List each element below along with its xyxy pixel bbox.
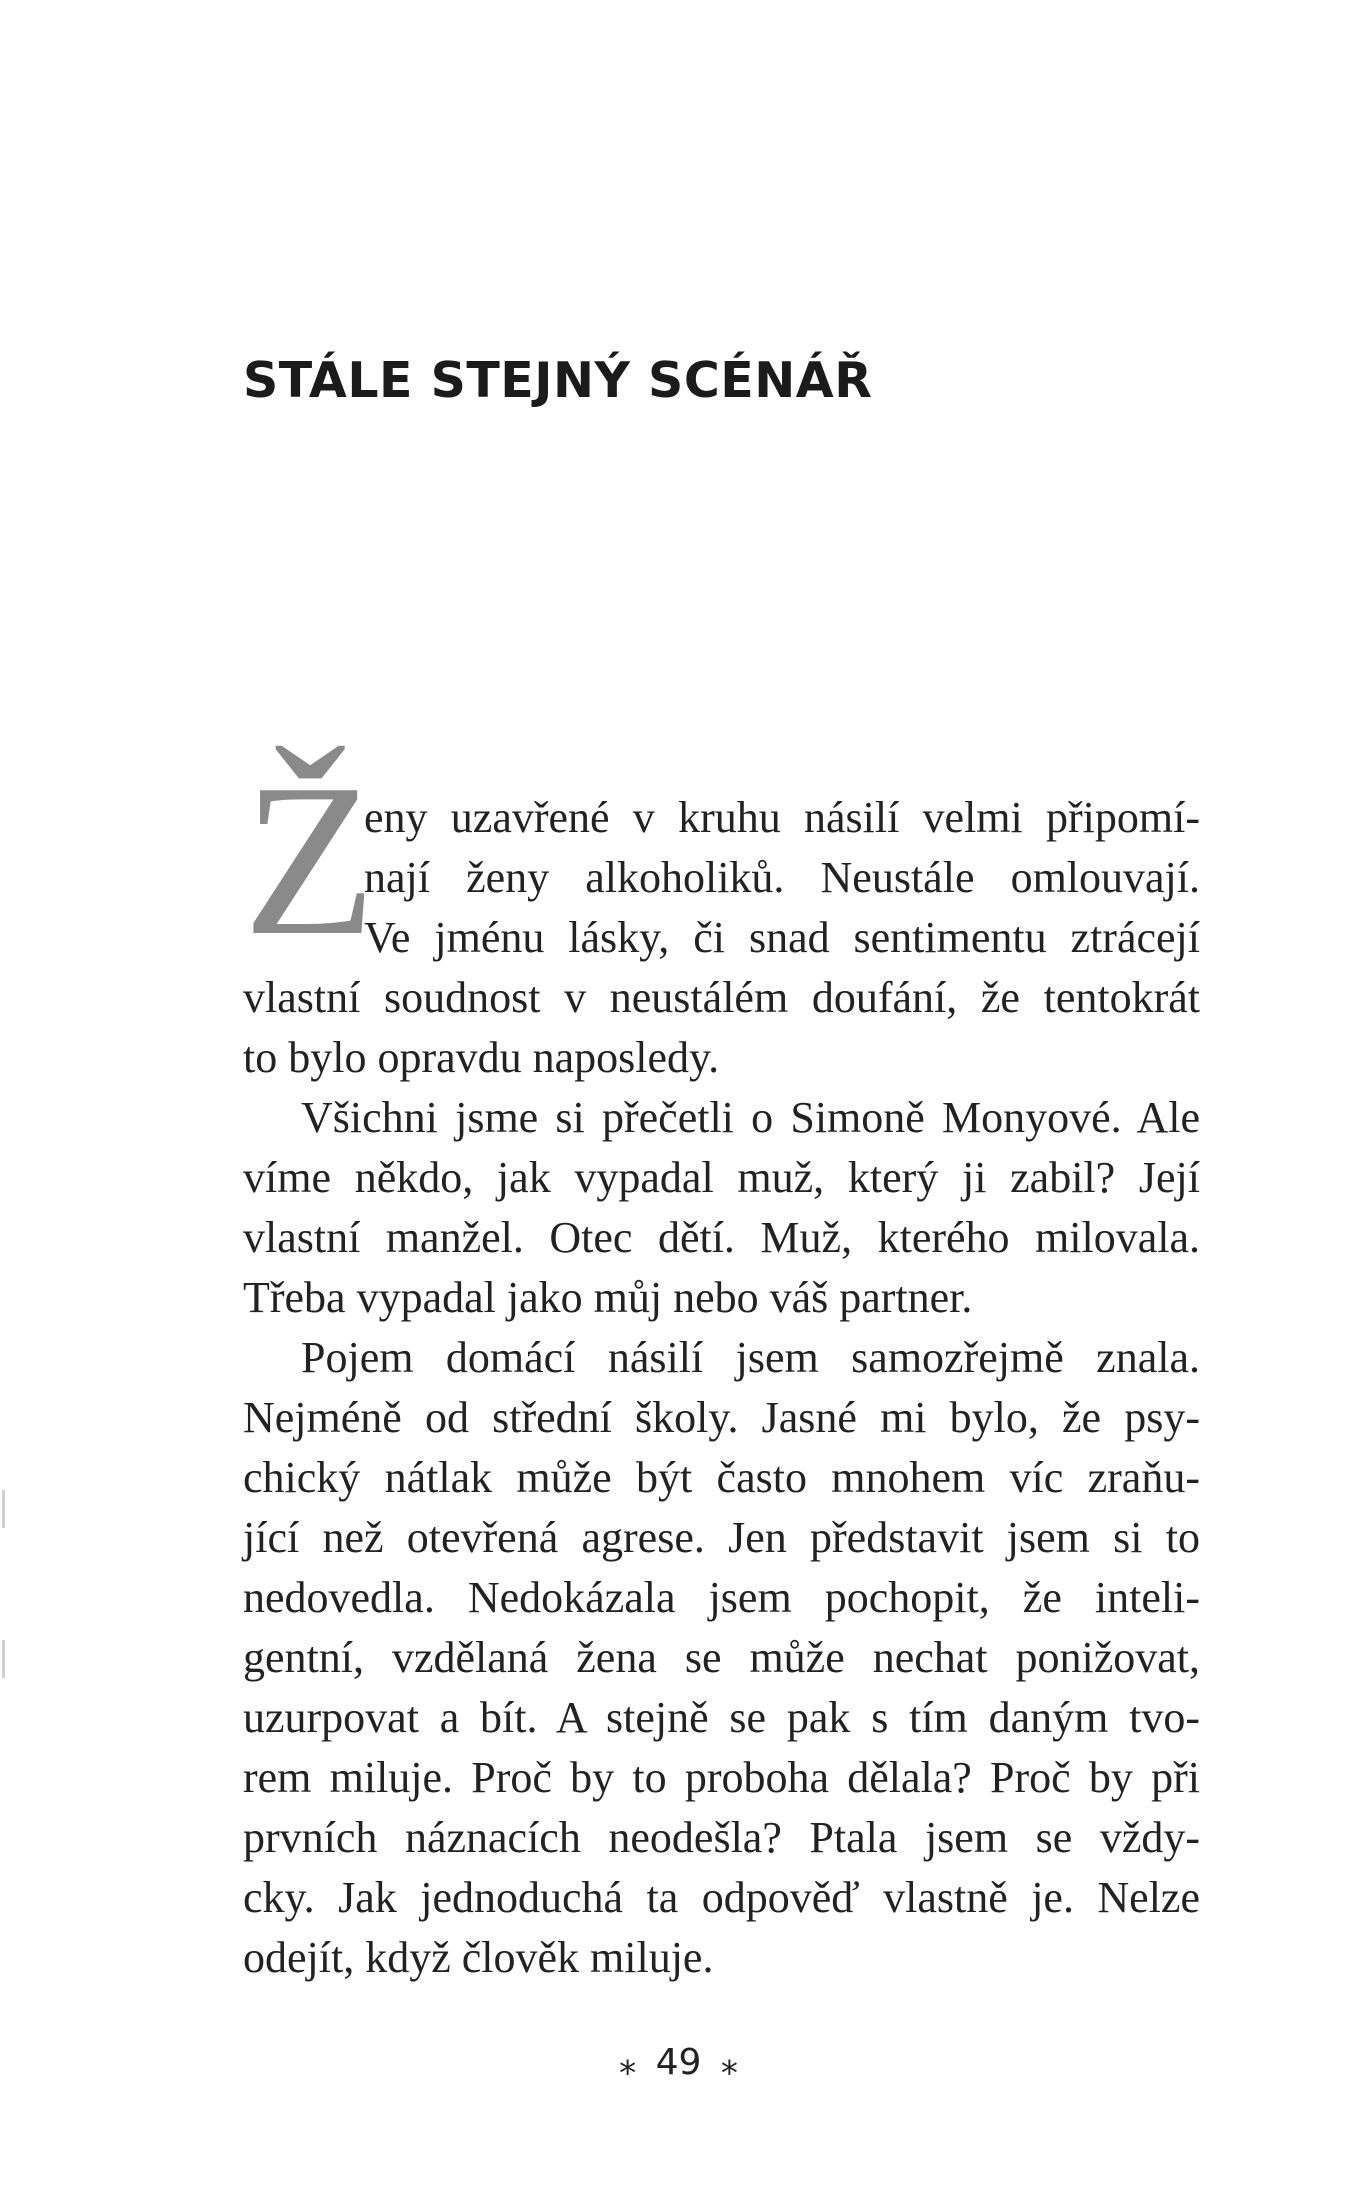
chapter-title: STÁLE STEJNÝ SCÉNÁŘ <box>243 352 873 409</box>
text-line: nedovedla. Nedokázala jsem pochopit, že inteli- <box>243 1573 1200 1622</box>
page-edge-mark <box>2 1490 5 1528</box>
body-text <box>243 788 1200 1988</box>
page-edge-mark <box>2 1640 5 1678</box>
text-line: Všichni jsme si přečetli o Simoně Monyové. Ale <box>301 1093 1200 1142</box>
page-number-footer <box>0 2042 1357 2083</box>
asterisk-ornament-icon: ⁎ <box>720 2043 738 2083</box>
text-line: Nejméně od střední školy. Jasné mi bylo, že psy- <box>243 1393 1200 1442</box>
text-line: jící než otevřená agrese. Jen představit jsem si to <box>243 1513 1200 1562</box>
text-line: vlastní manžel. Otec dětí. Muž, kterého milovala. <box>243 1213 1200 1262</box>
text-line: Pojem domácí násilí jsem samozřejmě znala. <box>301 1333 1200 1382</box>
text-line: chický nátlak může být často mnohem víc zraňu- <box>243 1453 1200 1502</box>
text-line: prvních náznacích neodešla? Ptala jsem se vždy- <box>243 1813 1200 1862</box>
asterisk-ornament-icon: ⁎ <box>619 2043 637 2083</box>
text-line: nají ženy alkoholiků. Neustále omlouvají. <box>364 853 1200 902</box>
text-line: uzurpovat a bít. A stejně se pak s tím daným tvo- <box>243 1693 1200 1742</box>
text-line: víme někdo, jak vypadal muž, který ji zabil? Její <box>243 1153 1200 1202</box>
drop-cap: Ž <box>243 740 377 981</box>
text-line: gentní, vzdělaná žena se může nechat ponižovat, <box>243 1633 1200 1682</box>
text-line: Třeba vypadal jako můj nebo váš partner. <box>243 1273 973 1322</box>
page-number: 49 <box>655 2042 702 2083</box>
text-line: rem miluje. Proč by to proboha dělala? Proč by při <box>243 1753 1200 1802</box>
text-line: eny uzavřené v kruhu násilí velmi připomí- <box>364 793 1200 842</box>
text-line: vlastní soudnost v neustálém doufání, že tentokrát <box>243 973 1200 1022</box>
text-line: to bylo opravdu naposledy. <box>243 1033 720 1082</box>
text-line: odejít, když člověk miluje. <box>243 1933 714 1982</box>
text-line: cky. Jak jednoduchá ta odpověď vlastně je. Nelze <box>243 1873 1200 1922</box>
text-line: Ve jménu lásky, či snad sentimentu ztrácejí <box>364 913 1200 962</box>
